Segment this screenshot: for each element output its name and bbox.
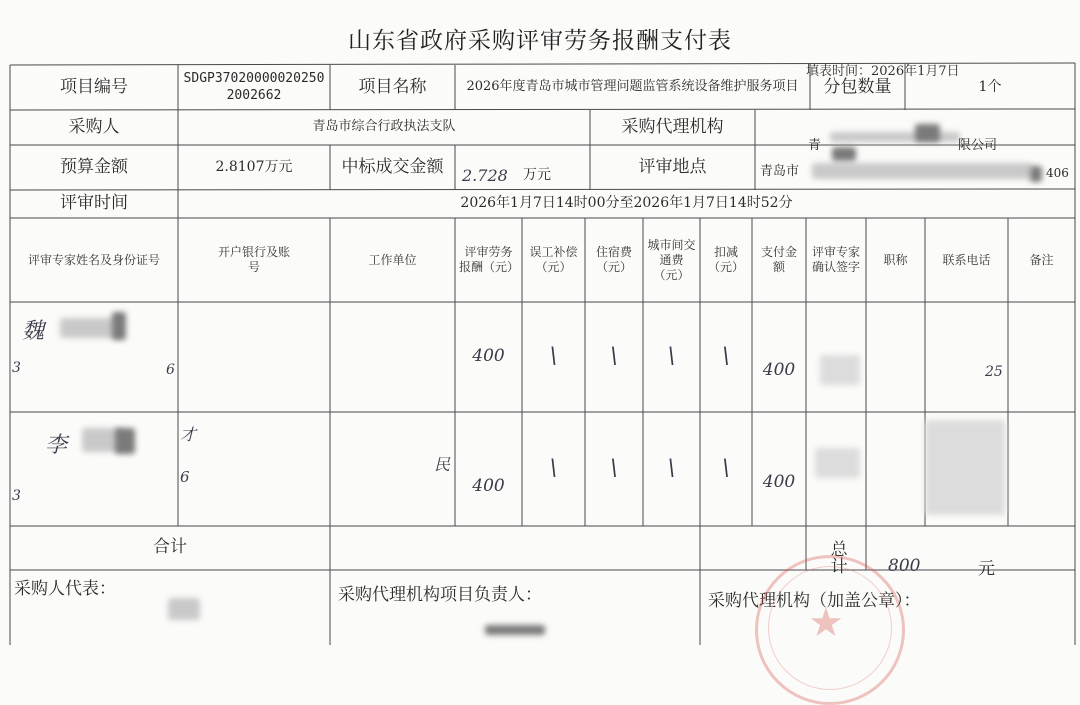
phone-end: 25 (985, 364, 1003, 380)
grand-total-unit: 元 (978, 559, 995, 579)
review-place-end: 406 (1046, 166, 1069, 180)
purchaser-value: 青岛市综合行政执法支队 (312, 119, 456, 135)
travel-value: \ (667, 456, 676, 482)
lost-work-value: \ (549, 456, 558, 482)
review-time-value: 2026年1月7日14时00分至2026年1月7日14时52分 (460, 195, 793, 212)
review-place-start: 青岛市 (760, 164, 800, 179)
redaction (915, 124, 940, 142)
lots-value: 1个 (978, 78, 1002, 95)
budget-label: 预算金额 (60, 156, 128, 177)
total-label: 合计 (153, 537, 187, 558)
redaction (832, 147, 856, 161)
lost-work-value: \ (549, 344, 558, 370)
col-header-sign: 评审专家确认签字 (811, 245, 860, 274)
agency-project-lead: 采购代理机构项目负责人： (338, 585, 542, 605)
purchaser-representative: 采购人代表： (14, 579, 116, 599)
expert-id-start: 3 (12, 488, 21, 504)
fee-value: 400 (472, 476, 505, 497)
redaction (112, 312, 126, 340)
col-header-fee: 评审劳务报酬（元） (459, 245, 520, 274)
project-no-value: SDGP370200000202502002662 (183, 71, 325, 103)
col-header-deduct: 扣减（元） (707, 245, 744, 274)
grand-total-label: 总计 (826, 540, 847, 574)
grand-total-value: 800 (888, 556, 921, 576)
expert-id-start: 3 (12, 360, 21, 376)
deduct-value: \ (722, 344, 730, 370)
form-title: 山东省政府采购评审劳务报酬支付表 (348, 28, 732, 54)
col-header-travel: 城市间交通费（元） (647, 237, 696, 282)
redaction (925, 420, 1005, 515)
agency-label: 采购代理机构 (621, 116, 724, 137)
seal-star-icon: ★ (808, 600, 844, 646)
purchaser-label: 采购人 (68, 116, 120, 137)
col-header-lodging: 住宿费（元） (595, 245, 632, 274)
fill-time: 填表时间：2026年1月7日 (806, 64, 960, 79)
review-time-label: 评审时间 (60, 193, 128, 214)
col-header-pay: 支付金额 (760, 245, 797, 274)
lodging-value: \ (610, 456, 618, 482)
redaction (115, 428, 135, 454)
redaction (812, 163, 1032, 179)
budget-value: 2.8107万元 (215, 158, 293, 175)
bank-end: 6 (180, 468, 190, 486)
agency-value-start: 青 (808, 138, 822, 153)
col-header-expert: 评审专家姓名及身份证号 (27, 252, 160, 267)
col-header-phone: 联系电话 (942, 252, 991, 267)
project-no-label: 项目编号 (60, 76, 128, 97)
work-unit: 民 (434, 455, 451, 474)
project-name-value: 2026年度青岛市城市管理问题监管系统设备维护服务项目 (466, 79, 799, 95)
redaction (485, 625, 545, 635)
travel-value: \ (667, 344, 676, 370)
col-header-remark: 备注 (1029, 252, 1054, 267)
agency-value-end: 限公司 (958, 138, 998, 153)
redaction (168, 598, 200, 620)
deduct-value: \ (722, 456, 730, 482)
agency-seal-label: 采购代理机构（加盖公章）： (708, 591, 921, 611)
fee-value: 400 (472, 346, 505, 367)
redaction (820, 355, 860, 385)
redaction (1030, 166, 1042, 182)
deal-amount-unit: 万元 (523, 167, 551, 183)
deal-amount-value: 2.728 (462, 166, 508, 185)
redaction (815, 448, 860, 478)
expert-id-end: 6 (166, 362, 175, 378)
pay-value: 400 (762, 472, 796, 493)
bank-start: 才 (180, 425, 197, 444)
expert-name: 魏 (22, 319, 45, 344)
pay-value: 400 (762, 360, 796, 381)
col-header-unit: 工作单位 (368, 252, 417, 267)
col-header-title: 职称 (883, 252, 908, 267)
review-place-label: 评审地点 (638, 156, 707, 177)
deal-amount-label: 中标成交金额 (341, 156, 444, 177)
col-header-bank: 开户银行及账号 (218, 245, 291, 274)
redaction (60, 318, 120, 338)
lots-label: 分包数量 (823, 76, 892, 97)
expert-name: 李 (45, 433, 68, 458)
col-header-lost-work: 误工补偿（元） (529, 245, 578, 274)
lodging-value: \ (610, 344, 618, 370)
redaction (830, 132, 960, 142)
project-name-label: 项目名称 (358, 76, 427, 97)
